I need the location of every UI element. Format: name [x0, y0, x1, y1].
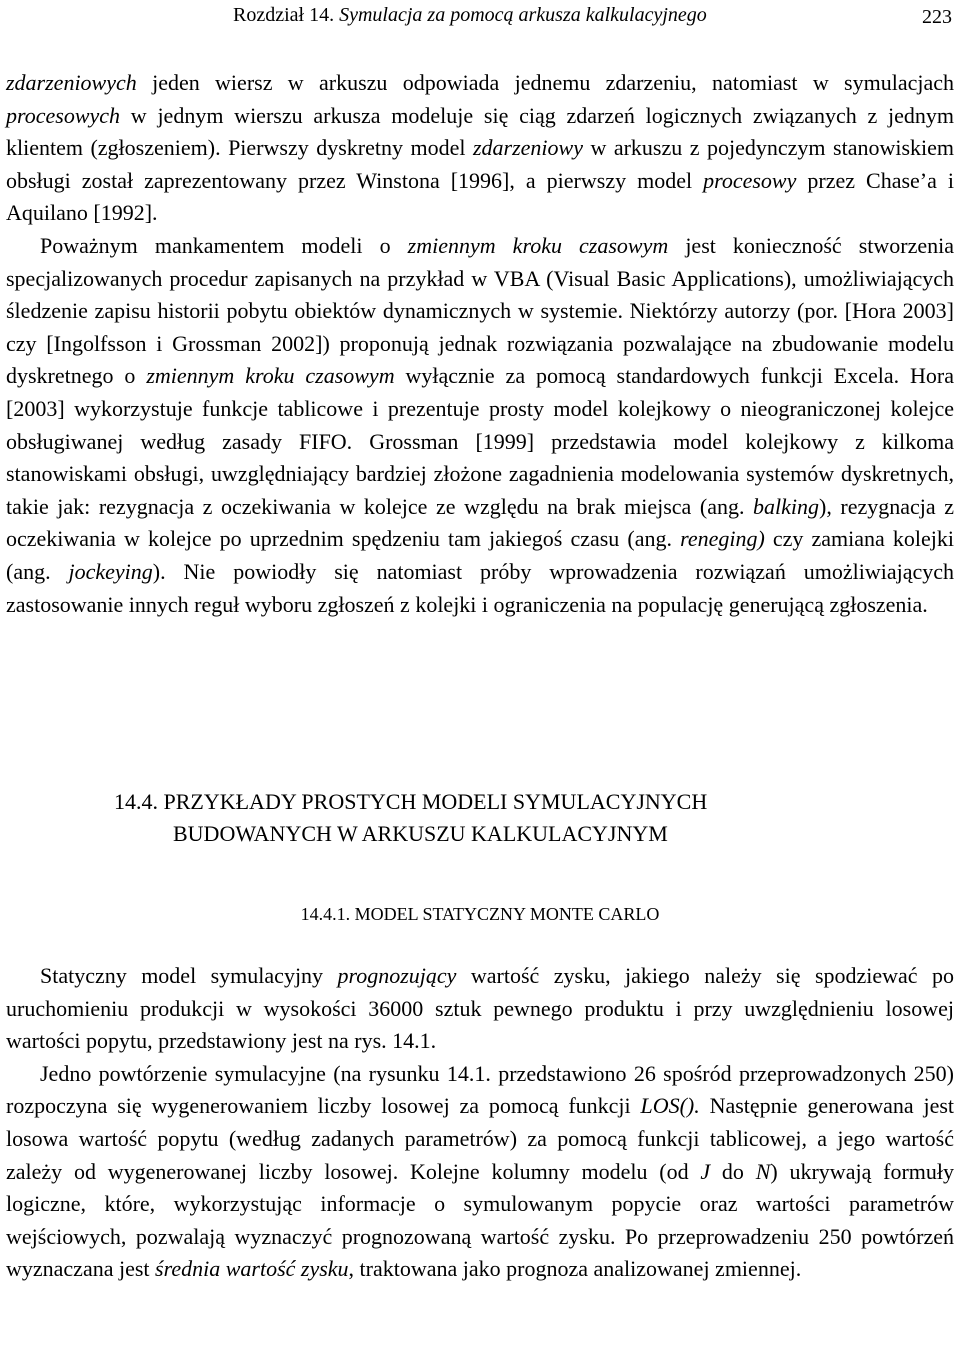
italic-term: procesowy	[703, 167, 797, 193]
text-run: do	[710, 1158, 756, 1184]
text-run: Poważnym mankamentem modeli o	[40, 232, 408, 258]
text-run: w jednym wierszu arkusza modeluje się ciąg zdarzeń logicznych związanych z jednym klientem (zgłoszeniem). Pierwszy dyskretny model	[6, 102, 954, 161]
text-run: w arkuszu z pojedynczym stanowiskiem obsługi został zaprezentowany przez Winstona [1996], a pierwszy model	[6, 135, 955, 193]
text-run: ) ukrywają formuły logiczne, które, wykorzystując informacje o symulowanym popycie oraz wartości parametrów wejściowych, pozwalają wyznaczyć prognozowaną wartość zysku. Po przeprowadzeniu 250 powtórzeń wyznaczana jest	[6, 1158, 954, 1282]
paragraph	[6, 1058, 954, 1286]
italic-term: procesowych	[6, 102, 121, 128]
text-run: ), rezygnacja z oczekiwania w kolejce po uprzednim spędzeniu tam jakiegoś czasu (ang.	[6, 493, 954, 552]
italic-term: N	[755, 1158, 771, 1184]
text-run: , traktowana jako prognoza analizowanej zmiennej.	[348, 1256, 802, 1282]
text-run: wartość zysku, jakiego należy się spodziewać po uruchomieniu produkcji w wysokości 36000 sztuk pewnego produktu i przy uwzględnieniu losowej wartości popytu, przedstawiony jest na rys. 14.1.	[6, 963, 954, 1054]
subsection-heading: 14.4.1. MODEL STATYCZNY MONTE CARLO	[300, 904, 660, 924]
text-run: Statyczny model symulacyjny	[40, 963, 338, 988]
italic-term: średnia wartość zysku	[155, 1256, 349, 1282]
text-run: jeden wiersz w arkuszu odpowiada jednemu zdarzeniu, natomiast w symulacjach	[136, 70, 954, 95]
text-run: ). Nie powiodły się natomiast próby wprowadzenia rozwiązań umożliwiających zastosowanie innych reguł wyboru zgłoszeń z kolejki i ograniczenia na populację generującą zgłoszenia.	[6, 558, 954, 617]
italic-term: zmiennym kroku czasowym	[407, 232, 669, 258]
italic-term: prognozujący	[337, 963, 457, 988]
text-run: czy zamiana kolejki (ang.	[6, 526, 954, 584]
section-heading	[0, 786, 960, 850]
text-run: wyłącznie za pomocą standardowych funkcji Excela. Hora [2003] wykorzystuje funkcje tablicowe i prezentuje prosty model kolejkowy o nieograniczonej kolejce obsługiwanej według zasady FIFO. Grossman [1999] przedstawia model kolejkowy z kilkoma stanowiskami obsługi, uwzględniający bardziej złożone zagadnienia modelowania systemów dyskretnych, takie jak: rezygnacja z oczekiwania w kolejce ze względu na brak miejsca (ang.	[6, 363, 955, 519]
chapter-title-text: Symulacja za pomocą arkusza kalkulacyjnego	[339, 4, 707, 26]
chapter-title	[233, 4, 707, 27]
italic-term: jockeying	[68, 558, 153, 584]
italic-term: zdarzeniowy	[472, 135, 583, 161]
section-heading-line: BUDOWANYCH W ARKUSZU KALKULACYJNYM	[173, 821, 668, 846]
page-number: 223	[922, 6, 952, 28]
italic-term: balking	[753, 493, 820, 519]
chapter-number: Rozdział 14.	[233, 4, 335, 26]
italic-term: J	[700, 1158, 711, 1184]
text-run: Jedno powtórzenie symulacyjne (na rysunku 14.1. przedstawiono 26 spośród przeprowadzonych 250) rozpoczyna się wygenerowaniem liczby losowej za pomocą funkcji	[6, 1060, 954, 1119]
italic-term: zmiennym kroku czasowym	[146, 363, 395, 389]
italic-term: reneging)	[680, 526, 765, 552]
text-run: jest konieczność stworzenia specjalizowanych procedur zapisanych na przykład w VBA (Visual Basic Applications), umożliwiających śledzenie zapisu historii pobytu obiektów dynamicznych w systemie. Niektórzy autorzy (por. [Hora 2003] czy [Ingolfsson i Grossman 2002]) proponują jednak rozwiązania pozwalające na zbudowanie modelu dyskretnego o	[6, 232, 955, 389]
body-text-upper	[6, 67, 954, 621]
paragraph	[6, 960, 954, 1058]
italic-term: zdarzeniowych	[6, 70, 137, 95]
paragraph	[6, 230, 954, 621]
running-header	[0, 4, 960, 28]
section-heading-line: 14.4. PRZYKŁADY PROSTYCH MODELI SYMULACYJNYCH	[114, 789, 708, 814]
body-text-lower	[6, 960, 954, 1286]
text-run: przez Chase’a i Aquilano [1992].	[6, 167, 954, 226]
italic-term: LOS().	[640, 1093, 700, 1119]
text-run: Następnie generowana jest losowa wartość popytu (według zadanych parametrów) za pomocą funkcji tablicowej, a jego wartość zależy od wygenerowanej liczby losowej. Kolejne kolumny modelu (od	[6, 1093, 955, 1184]
paragraph	[6, 67, 954, 230]
